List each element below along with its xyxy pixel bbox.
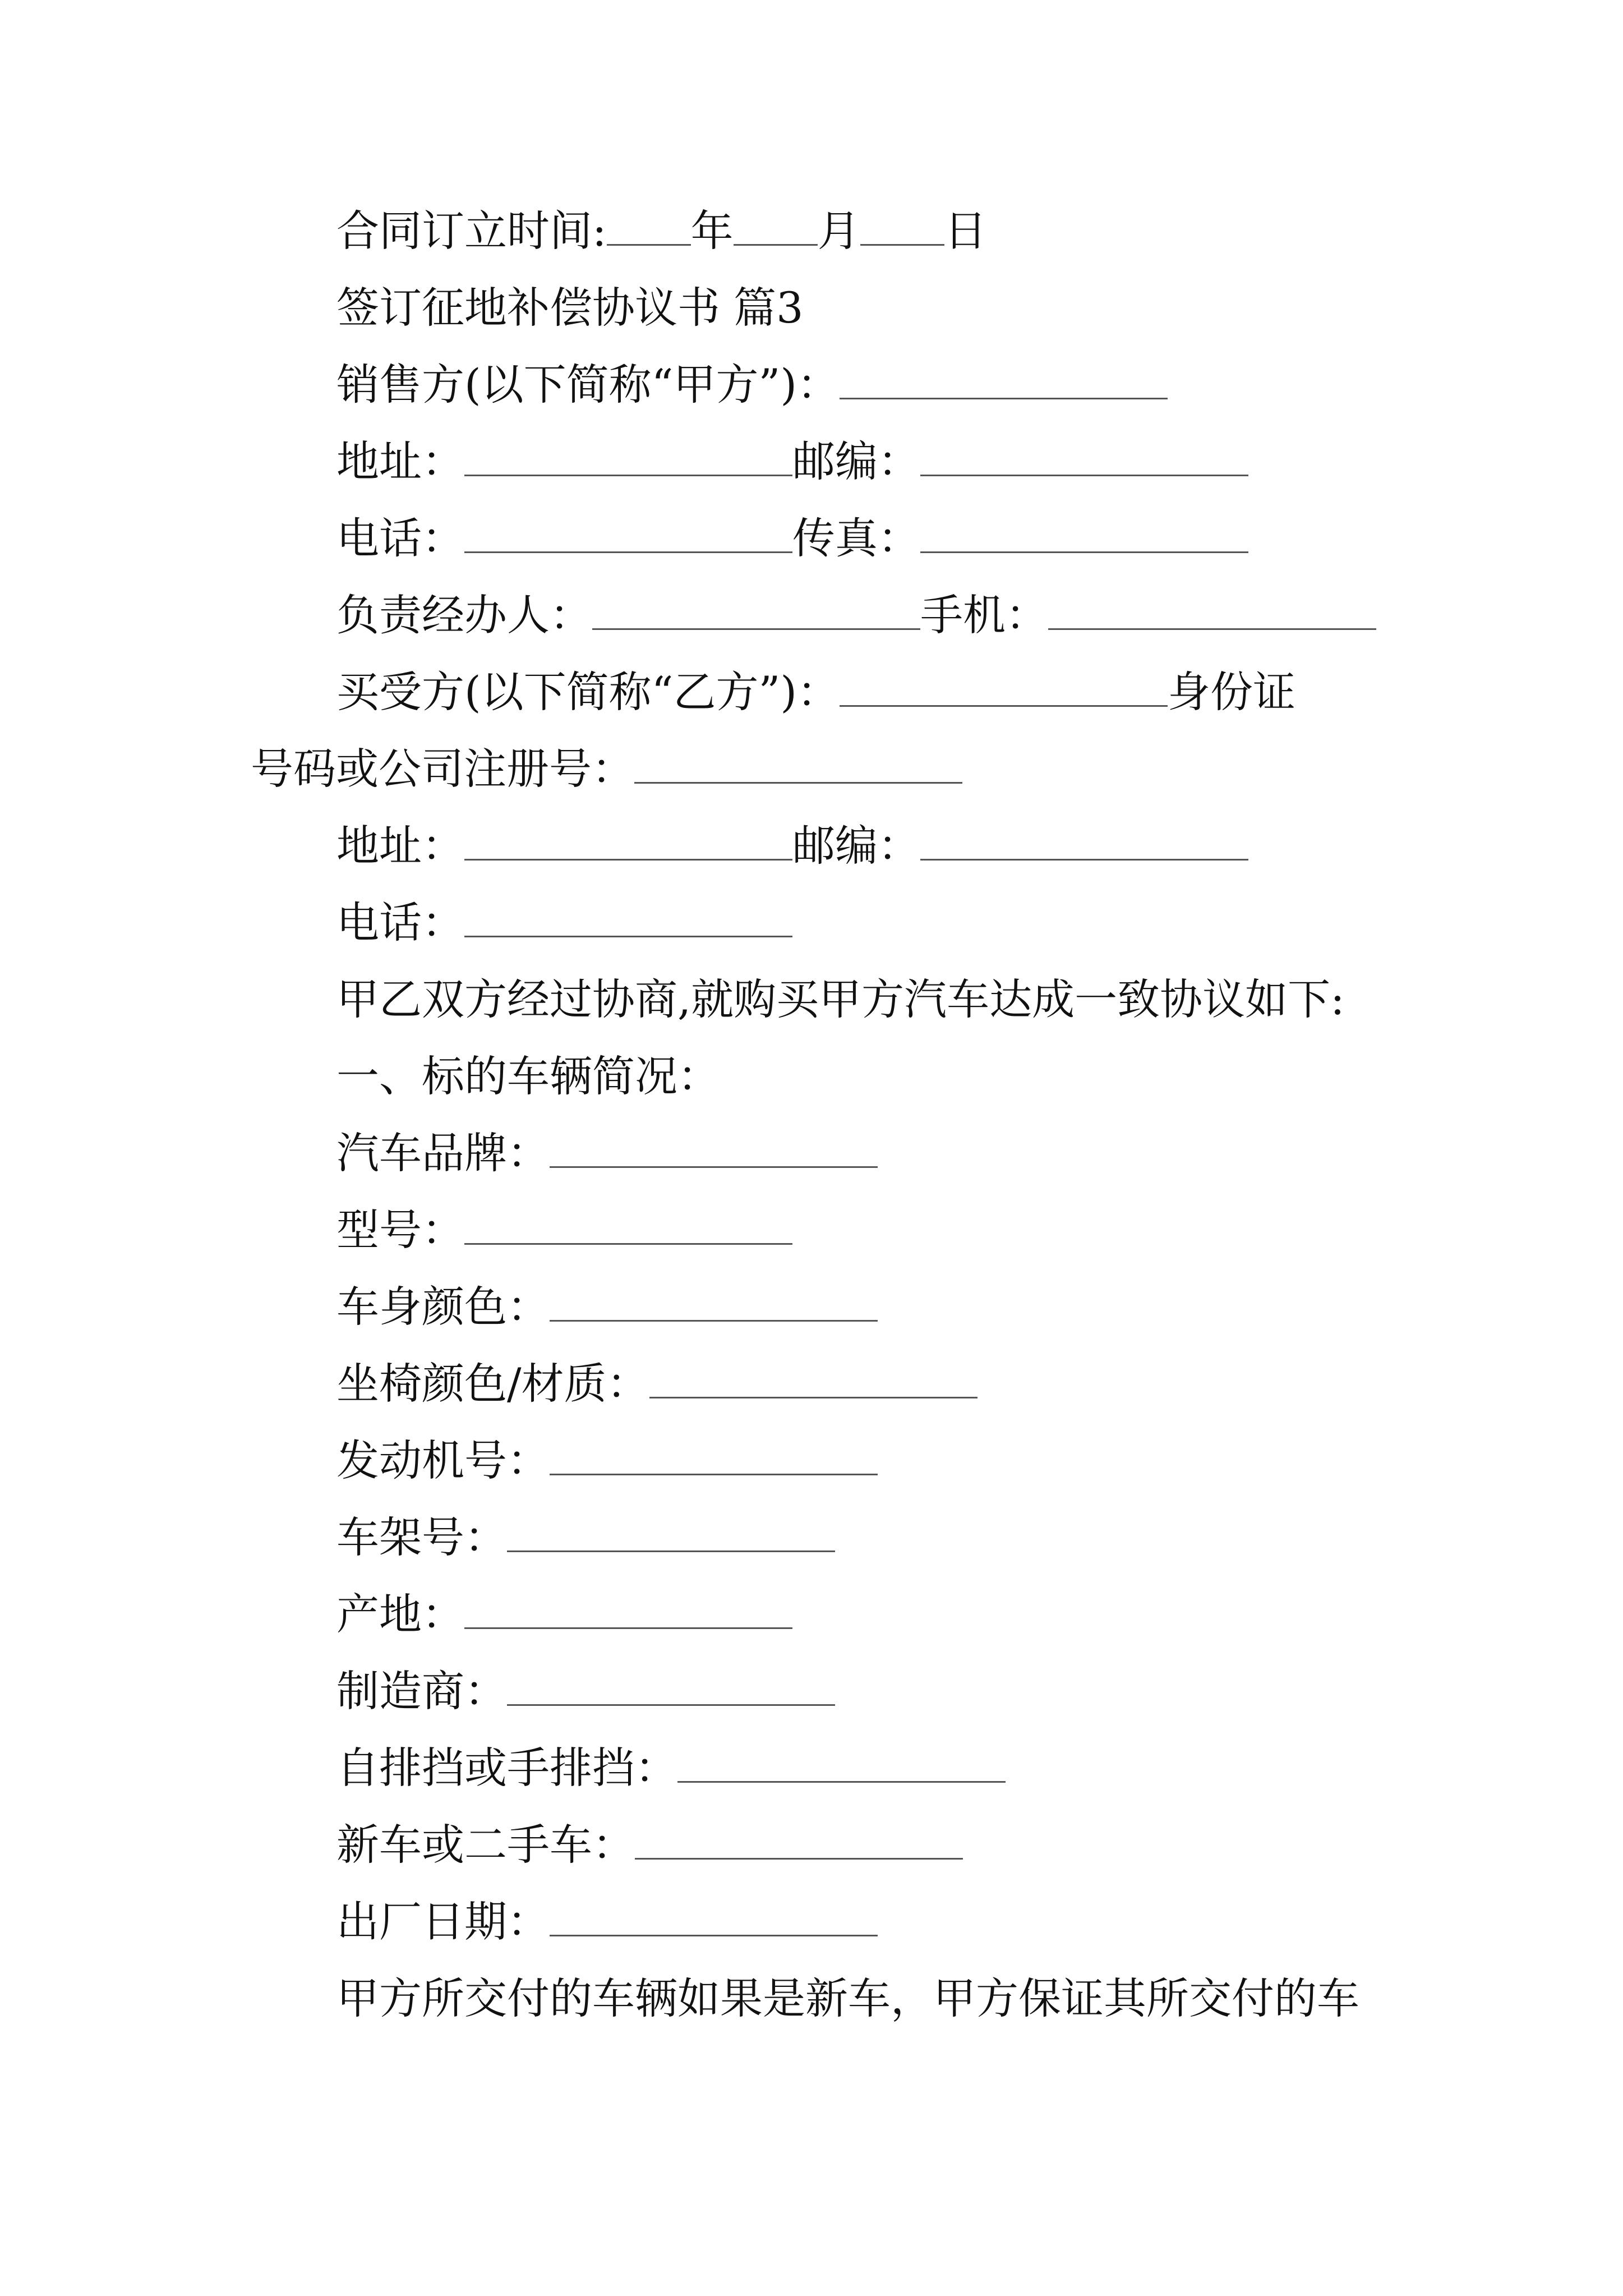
new-or-used-blank <box>635 1819 963 1860</box>
maker-label: 制造商： <box>336 1666 507 1716</box>
seat-line <box>336 1357 978 1411</box>
manager-label: 负责经办人： <box>336 590 592 640</box>
brand-label: 汽车品牌： <box>336 1128 550 1178</box>
year-blank <box>607 205 691 246</box>
body-color-blank <box>550 1281 878 1322</box>
postcode-blank <box>920 820 1248 861</box>
mobile-blank <box>1048 589 1376 630</box>
fax-label: 传真： <box>792 513 920 563</box>
new-or-used-line <box>336 1818 963 1872</box>
buyer-id-blank <box>634 743 962 784</box>
seller-address-line <box>336 435 1248 489</box>
buyer-id-label-cont: 号码或公司注册号： <box>251 744 634 794</box>
address-blank <box>464 820 792 861</box>
buyer-label: 买受方(以下简称“乙方”)： <box>336 667 840 717</box>
seller-line <box>336 358 1168 412</box>
clause-one-heading: 一、标的车辆简况： <box>336 1051 720 1101</box>
gearbox-line <box>336 1741 1006 1795</box>
model-label: 型号： <box>336 1205 464 1255</box>
brand-blank <box>550 1127 878 1168</box>
buyer-blank <box>840 666 1168 707</box>
gearbox-label: 自排挡或手排挡： <box>336 1743 677 1793</box>
model-blank <box>464 1204 792 1245</box>
paragraph-new-car-guarantee: 甲方所交付的车辆如果是新车，甲方保证其所交付的车 <box>336 1973 1359 2023</box>
phone-blank <box>464 896 792 937</box>
postcode-blank <box>920 435 1248 476</box>
seat-blank <box>649 1358 978 1398</box>
section-title: 签订征地补偿协议书 篇3 <box>336 283 804 333</box>
buyer-line <box>336 665 1295 719</box>
agreement-intro: 甲乙双方经过协商,就购买甲方汽车达成一致协议如下: <box>336 974 1345 1024</box>
production-date-label: 出厂日期： <box>336 1897 550 1947</box>
seller-blank <box>840 358 1168 399</box>
seller-label: 销售方(以下简称“甲方”)： <box>336 360 840 409</box>
contract-date-line <box>336 204 987 258</box>
buyer-id-line <box>251 742 962 796</box>
fax-blank <box>920 512 1248 553</box>
brand-line <box>336 1126 878 1180</box>
body-color-label: 车身颜色： <box>336 1282 550 1332</box>
body-color-line <box>336 1280 878 1334</box>
day-blank <box>860 205 944 246</box>
phone-label: 电话： <box>336 898 464 947</box>
production-date-blank <box>550 1895 878 1936</box>
year-label: 年 <box>690 206 734 256</box>
day-label: 日 <box>944 206 987 256</box>
new-or-used-label: 新车或二手车： <box>336 1820 635 1870</box>
engine-no-blank <box>550 1434 878 1475</box>
gearbox-blank <box>677 1742 1006 1783</box>
contract-date-label: 合同订立时间: <box>336 206 607 256</box>
maker-line <box>336 1664 835 1718</box>
phone-label: 电话： <box>336 513 464 563</box>
maker-blank <box>507 1665 835 1706</box>
postcode-label: 邮编： <box>792 821 920 871</box>
model-line <box>336 1203 792 1257</box>
origin-line <box>336 1588 792 1641</box>
address-blank <box>464 435 792 476</box>
origin-blank <box>464 1588 792 1629</box>
frame-no-blank <box>507 1511 835 1552</box>
address-label: 地址： <box>336 821 464 871</box>
origin-label: 产地： <box>336 1589 464 1639</box>
buyer-id-label: 身份证 <box>1168 667 1296 717</box>
phone-blank <box>464 512 792 553</box>
mobile-label: 手机： <box>920 590 1048 640</box>
month-label: 月 <box>817 206 860 256</box>
manager-blank <box>592 589 920 630</box>
frame-no-line <box>336 1511 835 1565</box>
production-date-line <box>336 1895 878 1949</box>
address-label: 地址： <box>336 436 464 486</box>
engine-no-line <box>336 1434 878 1488</box>
buyer-phone-line <box>336 896 792 950</box>
seat-label: 坐椅颜色/材质： <box>336 1359 649 1409</box>
postcode-label: 邮编： <box>792 436 920 486</box>
buyer-address-line <box>336 819 1248 873</box>
frame-no-label: 车架号： <box>336 1512 507 1562</box>
seller-phone-line <box>336 512 1248 565</box>
month-blank <box>734 205 818 246</box>
manager-line <box>336 588 1376 642</box>
engine-no-label: 发动机号： <box>336 1435 550 1485</box>
